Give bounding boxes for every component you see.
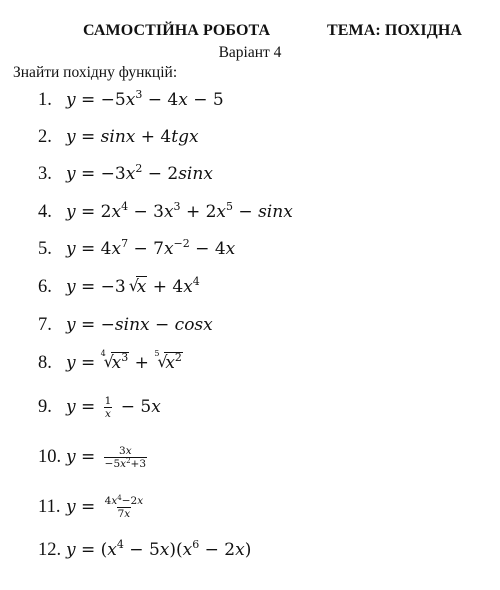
worksheet-title: САМОСТІЙНА РОБОТА	[83, 22, 271, 39]
task-12	[38, 533, 251, 567]
task-number: 8.	[38, 352, 52, 373]
task-3	[38, 157, 213, 191]
task-number: 4.	[38, 201, 52, 222]
equation: y = $\frac{4x^4-2x}{7x}$	[66, 493, 144, 520]
task-number: 10.	[38, 446, 62, 467]
task-9	[38, 390, 161, 424]
task-number: 11.	[38, 496, 61, 517]
task-number: 3.	[38, 163, 52, 184]
task-8	[38, 346, 183, 380]
topic-title: ТЕМА: ПОХІДНА	[327, 22, 463, 39]
task-7	[38, 308, 213, 342]
equation: $y = -3x^2 - 2\sin x$	[66, 162, 213, 184]
task-4	[38, 195, 293, 229]
task-1	[38, 83, 224, 117]
equation: $y = -5x^3 - 4x - 5$	[66, 88, 224, 110]
equation: y = $\frac{3x}{-5x^2+3}$	[66, 444, 147, 470]
task-6	[38, 270, 200, 304]
task-11	[38, 490, 147, 524]
equation: $y = 2x^4 - 3x^3 + 2x^5 - \sin x$	[66, 200, 293, 222]
task-10	[38, 440, 150, 474]
task-number: 5.	[38, 238, 52, 259]
task-number: 12.	[38, 539, 62, 560]
task-number: 6.	[38, 276, 52, 297]
equation: y = −sinx − cosx	[66, 315, 213, 335]
task-5	[38, 232, 235, 266]
equation: $y = (x^4 - 5x)(x^6 - 2x)$	[66, 538, 252, 560]
task-number: 2.	[38, 126, 52, 147]
equation: y = sinx + 4tgx	[66, 127, 199, 147]
task-number: 7.	[38, 314, 52, 335]
task-number: 9.	[38, 396, 52, 417]
equation: $y = 4x^7 - 7x^{-2} - 4x$	[66, 237, 236, 259]
task-2	[38, 120, 199, 154]
equation: y = $\frac{1}{x}$ − 5x	[66, 394, 161, 420]
equation: y = −3 √ $x + 4x^4$	[66, 275, 200, 297]
equation: y = 4 √ $x^3$ + 5 √ $x^2$	[66, 349, 182, 373]
header	[0, 22, 500, 42]
instruction-text: Знайти похідну функцій:	[13, 64, 178, 81]
variant-label: Варіант 4	[218, 44, 282, 61]
task-number: 1.	[38, 89, 52, 110]
